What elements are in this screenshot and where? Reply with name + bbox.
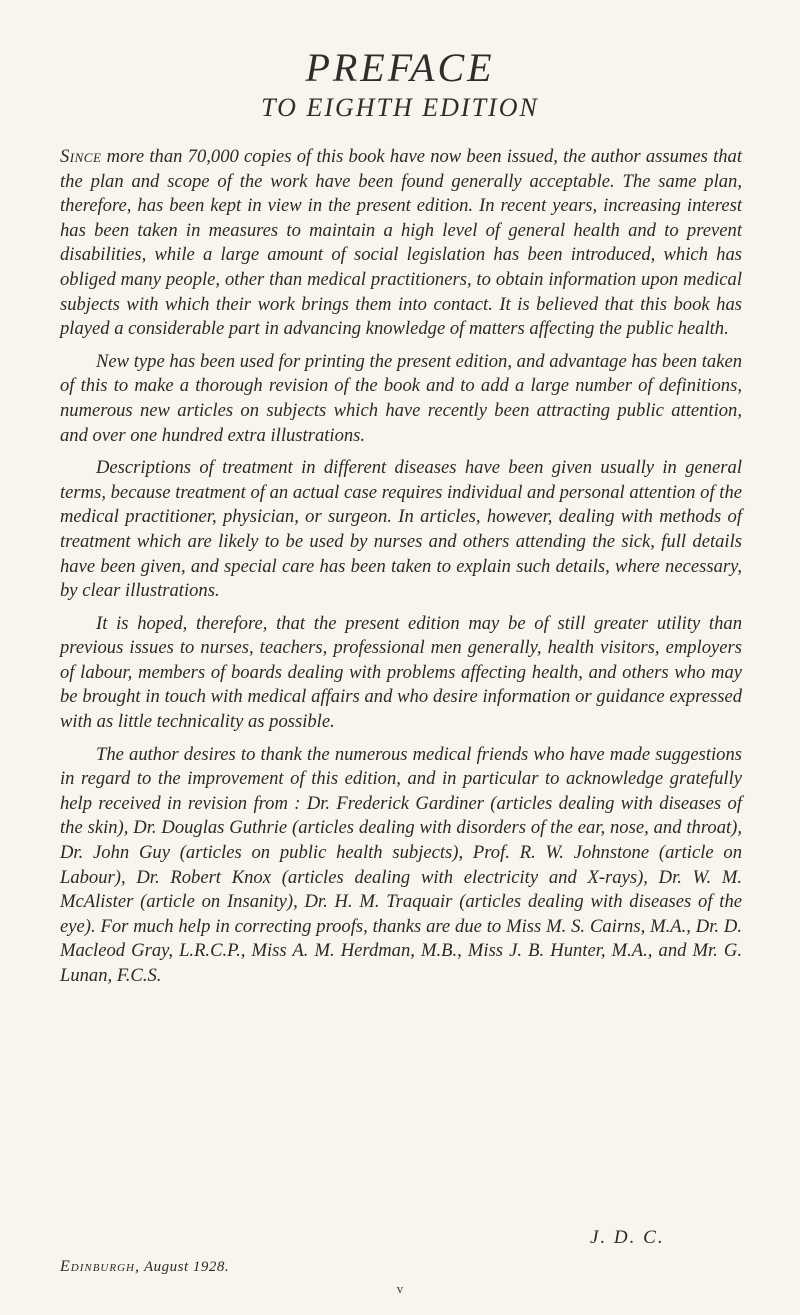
paragraph-lead-word: Since	[60, 146, 102, 167]
paragraph-3: Descriptions of treatment in different diseases have been given usually in general terms, because treatment of an actual case requires individual and personal attention of the medical practitioner, physician, or surgeon. In articles, however, dealing with methods of treatment which are likely to be used by nurses and others attending the sick, full details have been given, and special care has been taken to explain such details, where necessary, by clear illustrations.	[60, 457, 742, 602]
place: Edinburgh,	[60, 1258, 140, 1275]
page-number: v	[396, 1281, 404, 1296]
place-date-line	[60, 1258, 229, 1276]
author-initials: J. D. C.	[590, 1227, 665, 1248]
paragraph-4: It is hoped, therefore, that the present edition may be of still greater utility than previous issues to nurses, teachers, professional men generally, health visitors, employers of labour, members of boards dealing with problems affecting health, and others who may be brought in touch with medical affairs and who desire information or guidance expressed with as little technicality as possible.	[60, 612, 742, 733]
date: August 1928.	[143, 1259, 230, 1275]
paragraph-2: New type has been used for printing the present edition, and advantage has been taken of this to make a thorough revision of the book and to add a large number of definitions, numerous new articles on subjects which have recently been attracting public attention, and over one hundred extra illustrations.	[60, 350, 742, 446]
paragraph-text: more than 70,000 copies of this book have now been issued, the author assumes that the plan and scope of the work have been found generally acceptable. The same plan, therefore, has been kept in view in the present edition. In recent years, increasing interest has been taken in measures to maintain a high level of general health and to prevent disabilities, while a large amount of social legislation has been introduced, which has obliged many people, other than medical practitioners, to obtain information upon medical subjects with which their work brings them into contact. It is believed that this book has played a considerable part in advancing knowledge of matters affecting the public health.	[60, 146, 742, 340]
paragraph-1	[60, 145, 742, 342]
preface-body	[60, 145, 742, 997]
page-title: PREFACE	[305, 45, 495, 90]
page-subtitle: TO EIGHTH EDITION	[261, 93, 539, 122]
paragraph-5: The author desires to thank the numerous medical friends who have made suggestions in regard to the improvement of this edition, and in particular to acknowledge gratefully help received in revision from : Dr. Frederick Gardiner (articles dealing with diseases of the skin), Dr. Douglas Guthrie (articles dealing with disorders of the ear, nose, and throat), Dr. John Guy (articles on public health subjects), Prof. R. W. Johnstone (article on Labour), Dr. Robert Knox (articles dealing with electricity and X-rays), Dr. W. M. McAlister (article on Insanity), Dr. H. M. Traquair (articles dealing with diseases of the eye). For much help in correcting proofs, thanks are due to Miss M. S. Cairns, M.A., Dr. D. Macleod Gray, L.R.C.P., Miss A. M. Herdman, M.B., Miss J. B. Hunter, M.A., and Mr. G. Lunan, F.C.S.	[60, 743, 742, 986]
